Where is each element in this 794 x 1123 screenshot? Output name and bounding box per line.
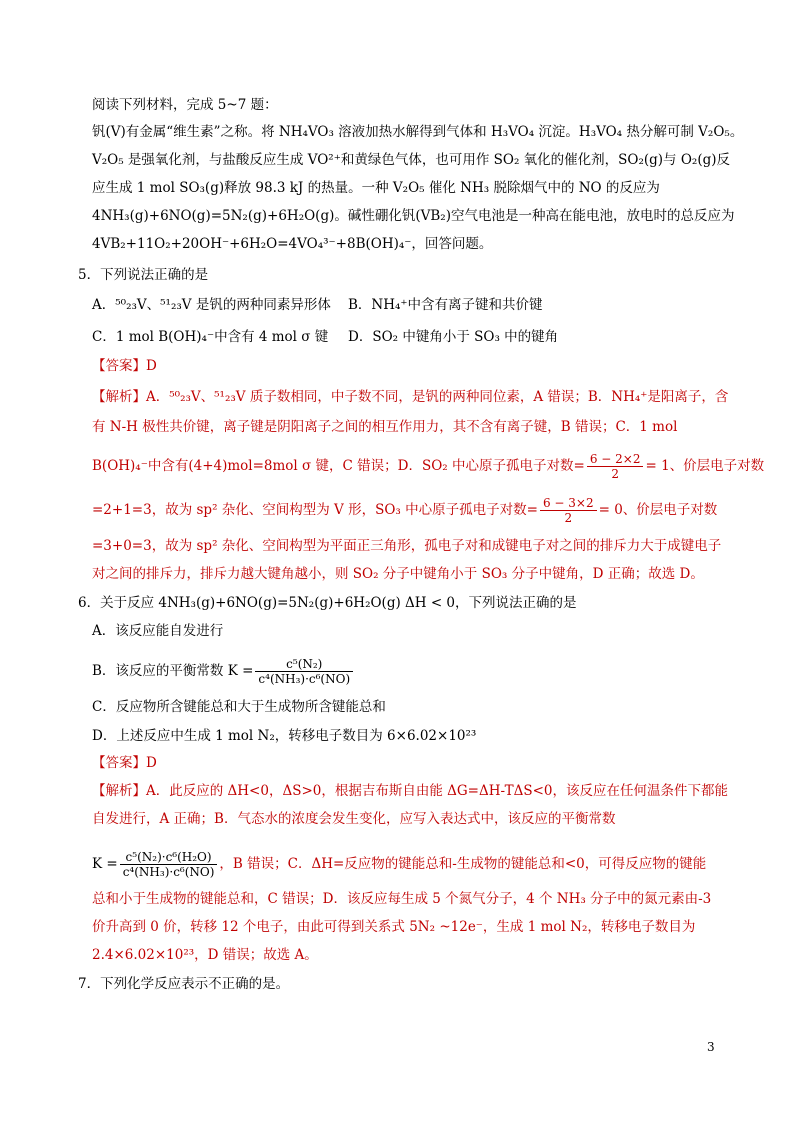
q6-explanation-6: 2.4×6.02×10²³，D 错误；故选 A。: [92, 947, 318, 963]
page-number: 3: [707, 1040, 715, 1054]
q5-explanation-1: 【解析】A．⁵⁰₂₃V、⁵¹₂₃V 质子数相同，中子数不同，是钒的两种同位素，A 错误；B．NH₄⁺是阳离子，含: [92, 389, 729, 405]
intro-line-4: 4NH₃(g)+6NO(g)=5N₂(g)+6H₂O(g)。碱性硼化钒(VB₂)空气电池是一种高在能电池，放电时的总反应为: [92, 208, 735, 224]
q7-stem: 7．下列化学反应表示不正确的是。: [78, 976, 290, 992]
fraction-denominator: c⁴(NH₃)·c⁶(NO): [258, 672, 351, 686]
q5-option-c: C．1 mol B(OH)₄⁻中含有 4 mol σ 键: [92, 329, 329, 345]
q6-explanation-4: 总和小于生成物的键能总和，C 错误；D．该反应每生成 5 个氮气分子，4 个 NH₃ 分子中的氮元素由-3: [92, 891, 712, 907]
fraction-numerator: c⁵(N₂)·c⁶(H₂O): [120, 850, 218, 865]
fraction-equilibrium-constant-full: [120, 850, 218, 879]
q6-option-c: C．反应物所含键能总和大于生成物所含键能总和: [92, 699, 386, 715]
fraction-denominator: c⁴(NH₃)·c⁶(NO): [122, 865, 215, 879]
fraction-denominator: 2: [564, 511, 573, 525]
q5-explanation-2: 有 N-H 极性共价键，离子键是阴阳离子之间的相互作用力，其不含有离子键，B 错误；C．1 mol: [92, 419, 678, 435]
q5-explanation-3a: B(OH)₄⁻中含有(4+4)mol=8mol σ 键，C 错误；D．SO₂ 中心原子孤电子对数=: [92, 458, 585, 474]
fraction-equilibrium-constant: [255, 657, 353, 686]
q5-stem: 5．下列说法正确的是: [78, 267, 209, 283]
q5-explanation-4a: =2+1=3，故为 sp² 杂化、空间构型为 V 形，SO₃ 中心原子孤电子对数=: [92, 502, 538, 518]
q6-option-d: D．上述反应中生成 1 mol N₂，转移电子数目为 6×6.02×10²³: [92, 728, 477, 744]
q6-explanation-3b: ，B 错误；C．ΔH=反应物的键能总和-生成物的键能总和<0，可得反应物的键能: [219, 856, 707, 872]
fraction-numerator: 6 − 2×2: [587, 452, 644, 467]
fraction-numerator: 6 − 3×2: [540, 496, 597, 511]
intro-heading: 阅读下列材料，完成 5~7 题：: [92, 97, 278, 113]
q5-answer: 【答案】D: [92, 358, 157, 374]
fraction-denominator: 2: [611, 467, 619, 481]
intro-line-5: 4VB₂+11O₂+20OH⁻+6H₂O=4VO₄³⁻+8B(OH)₄⁻，回答问题。: [92, 236, 493, 252]
q6-explanation-5: 价升高到 0 价，转移 12 个电子，由此可得到关系式 5N₂ ~12e⁻，生成 1 mol N₂，转移电子数目为: [92, 919, 696, 935]
q6-option-a: A．该反应能自发进行: [92, 623, 224, 639]
q5-option-b: B．NH₄⁺中含有离子键和共价键: [348, 297, 543, 313]
q5-option-a: A．⁵⁰₂₃V、⁵¹₂₃V 是钒的两种同素异形体: [92, 297, 331, 313]
q5-explanation-6: 对之间的排斥力，排斥力越大键角越小，则 SO₂ 分子中键角小于 SO₃ 分子中键角，D 正确；故选 D。: [92, 566, 704, 582]
q6-explanation-1: 【解析】A．此反应的 ΔH<0，ΔS>0，根据吉布斯自由能 ΔG=ΔH-TΔS<0，该反应在任何温条件下都能: [92, 783, 729, 799]
q5-explanation-4b: = 0、价层电子对数: [598, 502, 718, 518]
q5-explanation-3: [92, 452, 764, 481]
fraction-lone-pair-so2: [587, 452, 644, 481]
q6-explanation-3a: K =: [92, 856, 118, 872]
q5-option-d: D．SO₂ 中键角小于 SO₃ 中的键角: [348, 329, 559, 345]
q5-explanation-4: [92, 496, 717, 525]
q6-answer: 【答案】D: [92, 755, 157, 771]
intro-line-3: 应生成 1 mol SO₃(g)释放 98.3 kJ 的热量。一种 V₂O₅ 催化 NH₃ 脱除烟气中的 NO 的反应为: [92, 180, 660, 196]
q6-explanation-2: 自发进行，A 正确；B．气态水的浓度会发生变化，应写入表达式中，该反应的平衡常数: [92, 811, 616, 827]
q6-option-b: [92, 657, 355, 686]
q5-explanation-3b: = 1、价层电子对数: [645, 458, 765, 474]
q5-explanation-5: =3+0=3，故为 sp² 杂化、空间构型为平面正三角形，孤电子对和成键电子对之间的排斥力大于成键电子: [92, 538, 722, 554]
fraction-numerator: c⁵(N₂): [255, 657, 353, 672]
q6-stem: 6．关于反应 4NH₃(g)+6NO(g)=5N₂(g)+6H₂O(g) ΔH < 0，下列说法正确的是: [78, 595, 577, 611]
q6-explanation-3: [92, 850, 706, 879]
intro-line-1: 钒(V)有金属“维生素”之称。将 NH₄VO₃ 溶液加热水解得到气体和 H₃VO₄ 沉淀。H₃VO₄ 热分解可制 V₂O₅。: [92, 124, 744, 140]
fraction-lone-pair-so3: [540, 496, 597, 525]
q6-option-b-text: B．该反应的平衡常数 K =: [92, 663, 254, 679]
intro-line-2: V₂O₅ 是强氧化剂，与盐酸反应生成 VO²⁺和黄绿色气体，也可用作 SO₂ 氧化的催化剂，SO₂(g)与 O₂(g)反: [92, 152, 730, 168]
